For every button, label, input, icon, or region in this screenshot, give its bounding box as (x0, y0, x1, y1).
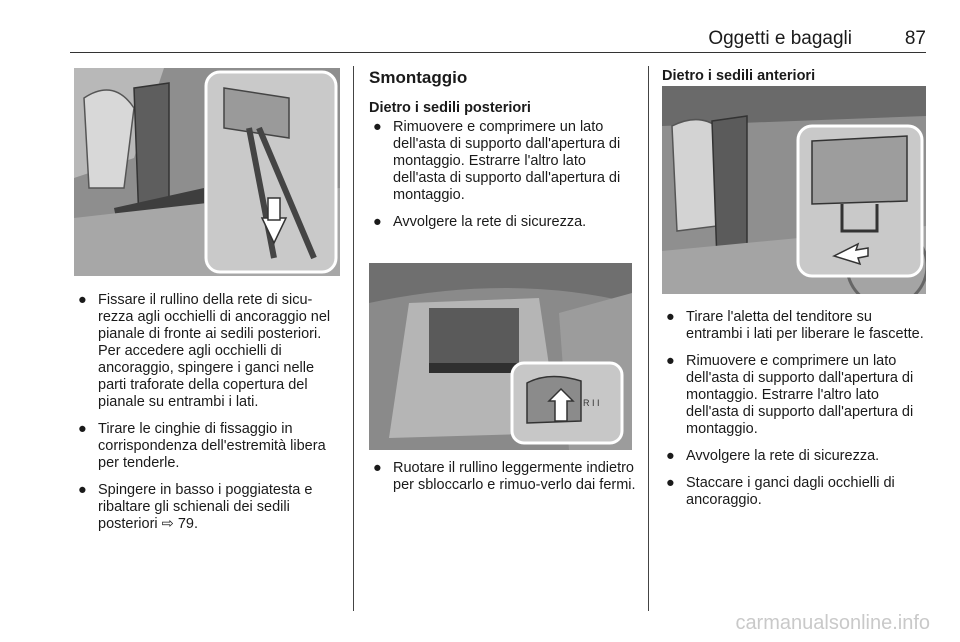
bullet-icon: ● (373, 460, 382, 476)
bullet-text: Rimuovere e comprimere un lato dell'asta di supporto dall'apertura di montaggio. Estrarre l'altro lato dell'asta di supporto dall'apertura di montaggio. (393, 119, 621, 203)
page-title: Oggetti e bagagli (708, 28, 852, 49)
list-item (662, 448, 928, 465)
watermark: carmanualsonline.info (735, 612, 930, 634)
col1-bullet-list (74, 292, 346, 543)
bullet-text: Tirare l'aletta del tenditore su entrambi i lati per liberare le fascette. (686, 309, 924, 342)
list-item (662, 475, 928, 509)
list-item (662, 353, 928, 438)
subheading: Dietro i sedili anteriori (662, 68, 816, 84)
column-divider (353, 66, 354, 611)
bullet-icon: ● (373, 119, 382, 135)
bullet-icon: ● (666, 448, 675, 464)
header-rule (70, 52, 926, 53)
bullet-icon: ● (373, 214, 382, 230)
subheading: Dietro i sedili posteriori (369, 100, 531, 116)
bullet-icon: ● (666, 309, 675, 325)
list-item (662, 309, 928, 343)
bullet-text: Ruotare il rullino leggermente indietro per sbloccarlo e rimuo-verlo dai fermi. (393, 460, 636, 493)
page-header (70, 28, 926, 54)
col2-bullet-list-top (369, 119, 637, 241)
list-item (74, 292, 346, 411)
bullet-text: Fissare il rullino della rete di sicu-rezza agli occhielli di ancoraggio nel pianale di fronte ai sedili posteriori. Per accedere agli occhielli di ancoraggio, spingere i ganci nelle parti traforate della copertura del pianale su entrambi i lati. (98, 292, 331, 410)
bullet-text: Avvolgere la rete di sicurezza. (393, 214, 587, 230)
bullet-text: Tirare le cinghie di fissaggio in corrispondenza dell'estremità libera per tenderle. (98, 421, 326, 471)
figure-net-anchoring (74, 68, 340, 276)
figure-front-seat-removal (662, 86, 926, 294)
list-item (369, 214, 637, 231)
bullet-icon: ● (666, 475, 675, 491)
figure-label: R I I (583, 398, 600, 408)
list-item (369, 119, 637, 204)
bullet-text: Avvolgere la rete di sicurezza. (686, 448, 880, 464)
bullet-icon: ● (78, 482, 87, 498)
list-item (369, 460, 637, 494)
bullet-icon: ● (78, 292, 87, 308)
list-item (74, 482, 346, 533)
column-divider (648, 66, 649, 611)
bullet-text: Rimuovere e comprimere un lato dell'asta di supporto dall'apertura di montaggio. Estrarre l'altro lato dell'asta di supporto dall'apertura di montaggio. (686, 353, 914, 437)
col2-bullet-list-bottom (369, 460, 637, 504)
list-item (74, 421, 346, 472)
bullet-icon: ● (78, 421, 87, 437)
bullet-text: Spingere in basso i poggiatesta e ribaltare gli schienali dei sedili posteriori ⇨ 79. (98, 482, 313, 532)
section-title: Smontaggio (369, 68, 468, 87)
page-number: 87 (904, 28, 926, 49)
bullet-text: Staccare i ganci dagli occhielli di ancoraggio. (686, 475, 895, 508)
col3-bullet-list (662, 309, 928, 519)
figure-roller-removal (369, 263, 632, 450)
bullet-icon: ● (666, 353, 675, 369)
